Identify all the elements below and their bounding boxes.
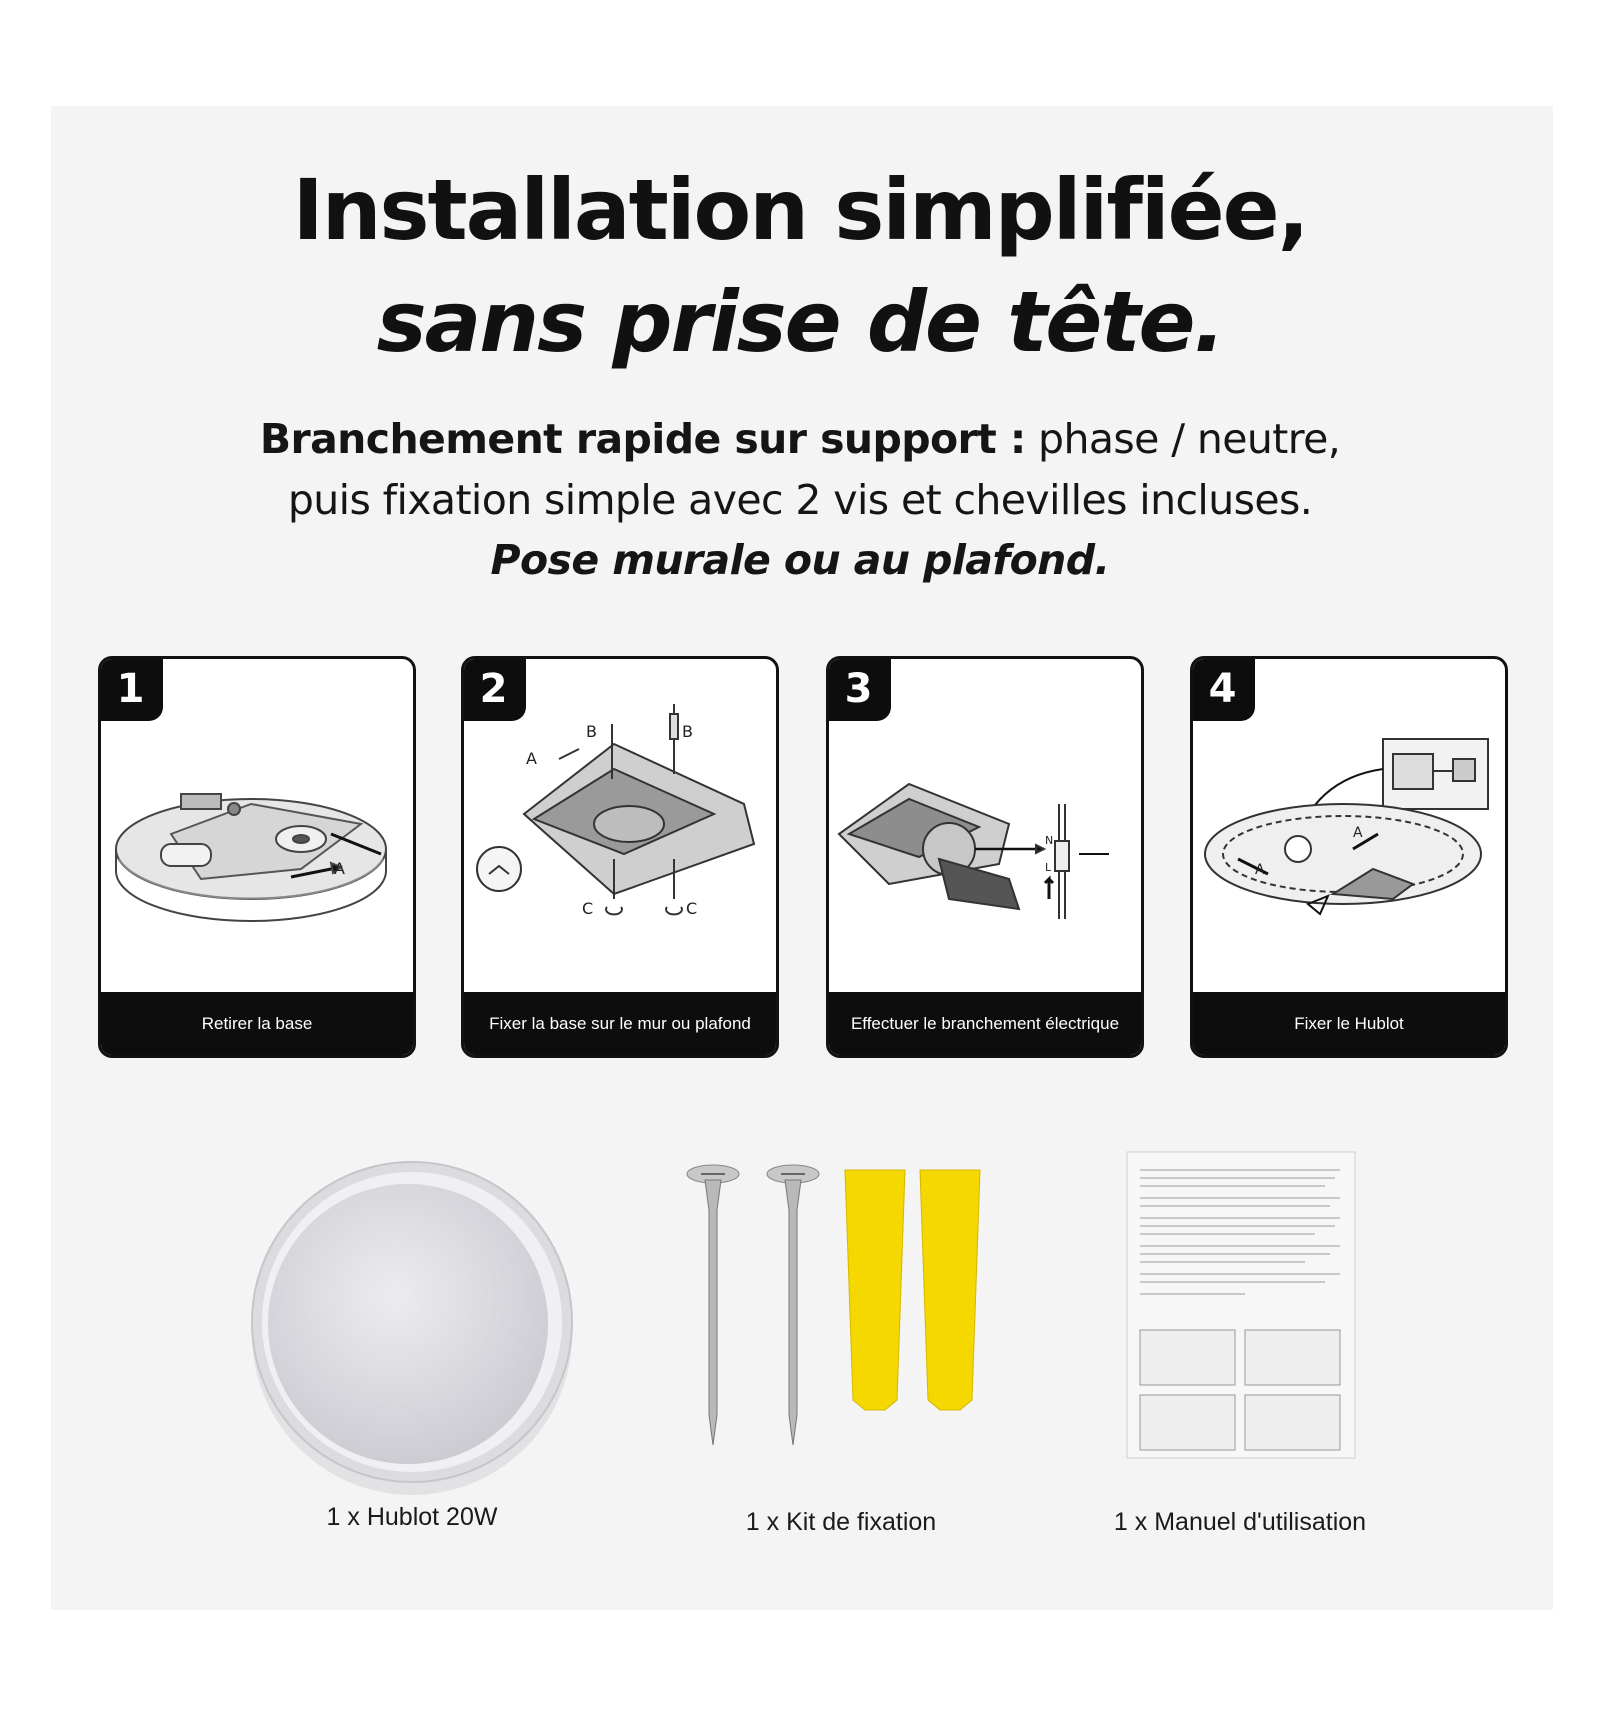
step-number: 3 <box>826 656 891 721</box>
step-caption: Fixer la base sur le mur ou plafond <box>464 992 776 1055</box>
step-number: 4 <box>1190 656 1255 721</box>
step-number: 1 <box>98 656 163 721</box>
step-card-4 <box>1190 656 1508 1058</box>
step-caption: Retirer la base <box>101 992 413 1055</box>
step-number: 2 <box>461 656 526 721</box>
ceiling-light-photo <box>240 1150 585 1495</box>
step-card-2 <box>461 656 779 1058</box>
step-card-3 <box>826 656 1144 1058</box>
subtitle-bold: Branchement rapide sur support : <box>259 415 1026 463</box>
user-manual-photo <box>1125 1150 1360 1465</box>
subtitle-line-3: Pose murale ou au plafond. <box>490 536 1110 584</box>
step-caption: Fixer le Hublot <box>1193 992 1505 1055</box>
content-label-light: 1 x Hublot 20W <box>326 1503 498 1531</box>
svg-text:A: A <box>1353 825 1363 841</box>
svg-text:C: C <box>686 899 698 918</box>
svg-text:A: A <box>334 859 345 878</box>
step-caption: Effectuer le branchement électrique <box>829 992 1141 1055</box>
svg-text:B: B <box>586 722 597 741</box>
main-title-italic: sans prise de tête. <box>376 273 1224 371</box>
screws-and-anchors-photo <box>675 1160 1010 1450</box>
svg-text:A: A <box>1255 862 1265 878</box>
svg-text:C: C <box>582 899 594 918</box>
step-card-1 <box>98 656 416 1058</box>
svg-text:B: B <box>682 722 693 741</box>
svg-text:L: L <box>1045 861 1052 874</box>
svg-text:A: A <box>526 749 537 768</box>
subtitle-rest: phase / neutre, <box>1025 415 1341 463</box>
content-label-kit: 1 x Kit de fixation <box>745 1508 937 1536</box>
main-title: Installation simplifiée, <box>292 161 1308 259</box>
content-label-manual: 1 x Manuel d'utilisation <box>1113 1508 1367 1536</box>
subtitle-line-2: puis fixation simple avec 2 vis et chevilles incluses. <box>287 476 1313 524</box>
svg-text:N: N <box>1045 834 1054 847</box>
subtitle-line-1 <box>0 409 1600 469</box>
